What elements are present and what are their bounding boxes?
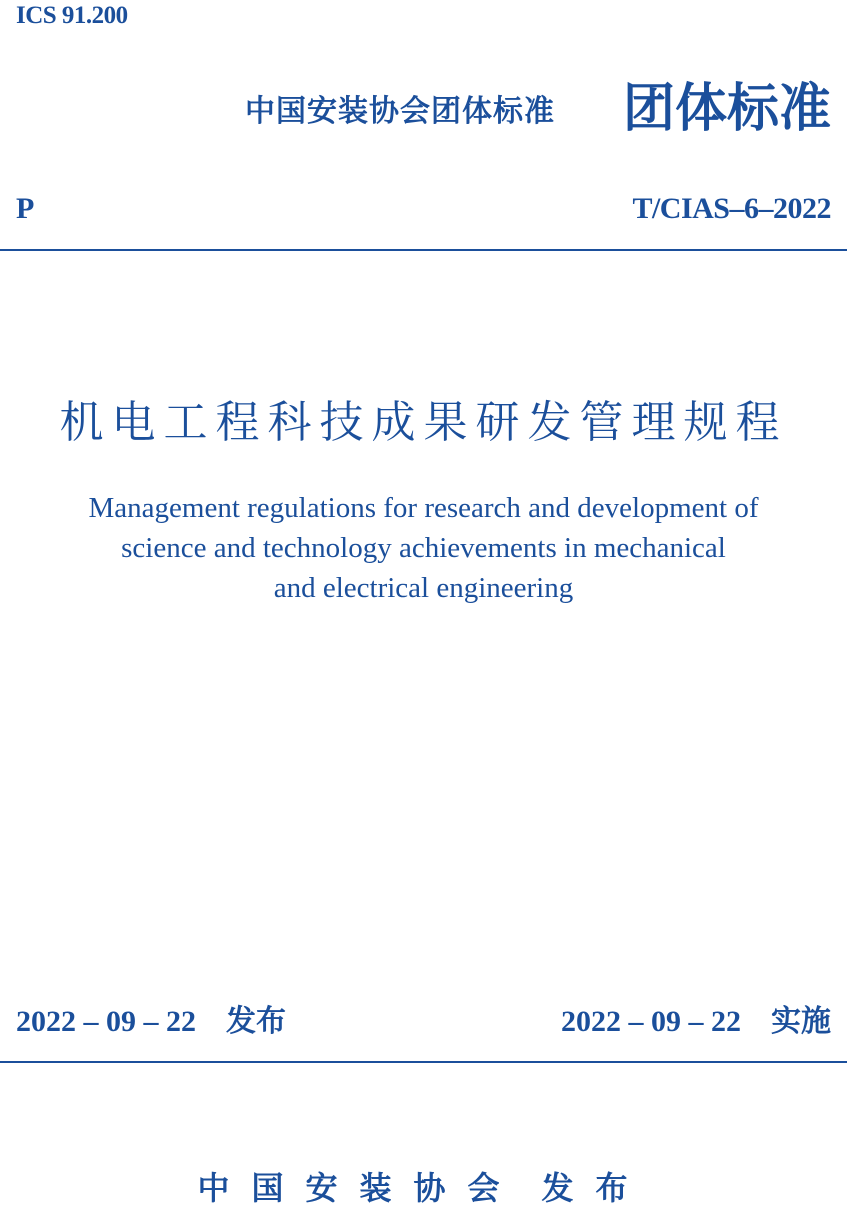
standard-code: T/CIAS–6–2022 <box>632 192 831 225</box>
title-english <box>0 488 847 608</box>
implement-date: 2022 – 09 – 22 <box>561 1005 741 1038</box>
publisher-line <box>0 1163 847 1209</box>
issue-date-block <box>16 996 286 1040</box>
group-standard-heading: 团体标准 <box>622 79 831 139</box>
title-english-line: science and technology achievements in mechanical <box>121 532 726 564</box>
publisher-name: 中国安装协会 <box>197 1169 522 1207</box>
organization-standard-label: 中国安装协会团体标准 <box>245 94 555 129</box>
bottom-divider <box>0 1061 847 1063</box>
title-english-line: and electrical engineering <box>273 572 574 604</box>
implement-label: 实施 <box>771 1004 831 1039</box>
issue-label: 发布 <box>226 1004 286 1039</box>
implement-date-block <box>561 996 831 1040</box>
top-divider <box>0 249 847 251</box>
title-chinese: 机电工程科技成果研发管理规程 <box>59 398 788 447</box>
title-english-line: Management regulations for research and development of <box>88 492 759 524</box>
classification-code: P <box>16 192 35 225</box>
issue-date: 2022 – 09 – 22 <box>16 1005 196 1038</box>
ics-number: ICS 91.200 <box>16 2 128 29</box>
publish-label: 发布 <box>541 1169 650 1207</box>
